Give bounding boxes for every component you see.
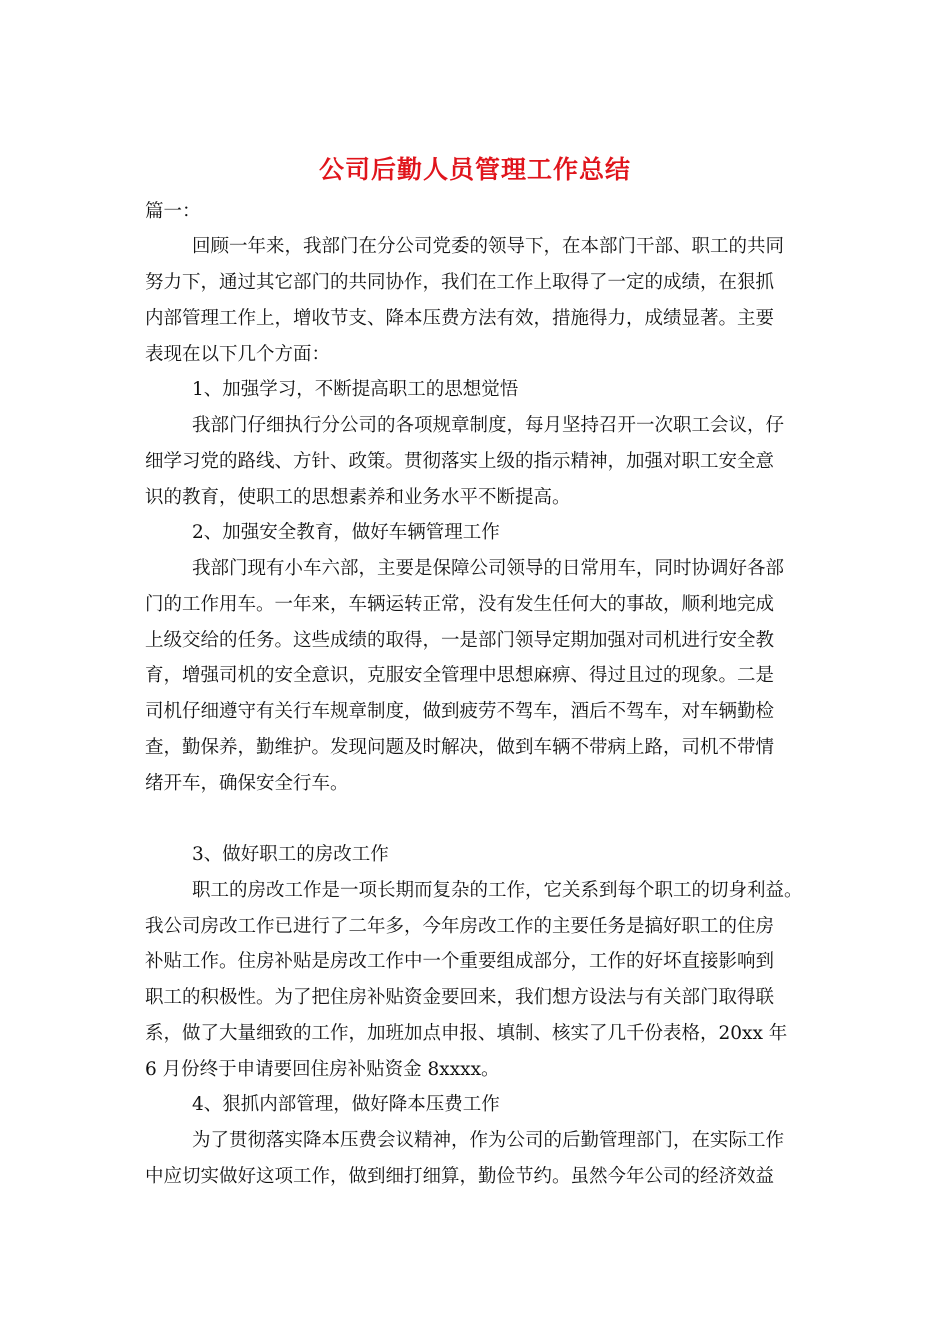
paragraph-line: 中应切实做好这项工作，做到细打细算，勤俭节约。虽然今年公司的经济效益	[145, 1166, 775, 1187]
paragraph-line: 6 月份终于申请要回住房补贴资金 8xxxx。	[145, 1059, 500, 1080]
paragraph-line: 内部管理工作上，增收节支、降本压费方法有效，措施得力，成绩显著。主要	[145, 308, 775, 329]
paragraph-line: 门的工作用车。一年来，车辆运转正常，没有发生任何大的事故，顺利地完成	[145, 594, 775, 615]
paragraph-line: 我部门现有小车六部，主要是保障公司领导的日常用车，同时协调好各部	[192, 558, 785, 579]
paragraph-line: 我部门仔细执行分公司的各项规章制度，每月坚持召开一次职工会议，仔	[192, 415, 785, 436]
section-heading: 4、狠抓内部管理，做好降本压费工作	[192, 1094, 500, 1115]
section-label: 篇一：	[145, 201, 201, 222]
document-title: 公司后勤人员管理工作总结	[318, 155, 631, 184]
section-heading: 3、做好职工的房改工作	[192, 844, 389, 865]
section-heading: 2、加强安全教育，做好车辆管理工作	[192, 522, 500, 543]
paragraph-line: 查，勤保养，勤维护。发现问题及时解决，做到车辆不带病上路，司机不带情	[145, 737, 775, 758]
paragraph-line: 育，增强司机的安全意识，克服安全管理中思想麻痹、得过且过的现象。二是	[145, 665, 775, 686]
paragraph-line: 绪开车，确保安全行车。	[145, 773, 349, 794]
paragraph-line: 为了贯彻落实降本压费会议精神，作为公司的后勤管理部门，在实际工作	[192, 1130, 785, 1151]
paragraph-line: 系，做了大量细致的工作，加班加点申报、填制、核实了几千份表格，20xx 年	[145, 1023, 788, 1044]
paragraph-line: 司机仔细遵守有关行车规章制度，做到疲劳不驾车，酒后不驾车，对车辆勤检	[145, 701, 775, 722]
paragraph-line: 职工的积极性。为了把住房补贴资金要回来，我们想方设法与有关部门取得联	[145, 987, 775, 1008]
paragraph-line: 努力下，通过其它部门的共同协作，我们在工作上取得了一定的成绩，在狠抓	[145, 272, 775, 293]
paragraph-line: 我公司房改工作已进行了二年多，今年房改工作的主要任务是搞好职工的住房	[145, 916, 775, 937]
paragraph-line: 细学习党的路线、方针、政策。贯彻落实上级的指示精神，加强对职工安全意	[145, 451, 775, 472]
paragraph-line: 表现在以下几个方面：	[145, 344, 331, 365]
paragraph-line: 回顾一年来，我部门在分公司党委的领导下，在本部门干部、职工的共同	[192, 236, 785, 257]
section-heading: 1、加强学习，不断提高职工的思想觉悟	[192, 379, 519, 400]
paragraph-line: 上级交给的任务。这些成绩的取得，一是部门领导定期加强对司机进行安全教	[145, 630, 775, 651]
paragraph-line: 补贴工作。住房补贴是房改工作中一个重要组成部分，工作的好坏直接影响到	[145, 951, 775, 972]
paragraph-line: 职工的房改工作是一项长期而复杂的工作，它关系到每个职工的切身利益。	[192, 880, 803, 901]
paragraph-line: 识的教育，使职工的思想素养和业务水平不断提高。	[145, 487, 571, 508]
